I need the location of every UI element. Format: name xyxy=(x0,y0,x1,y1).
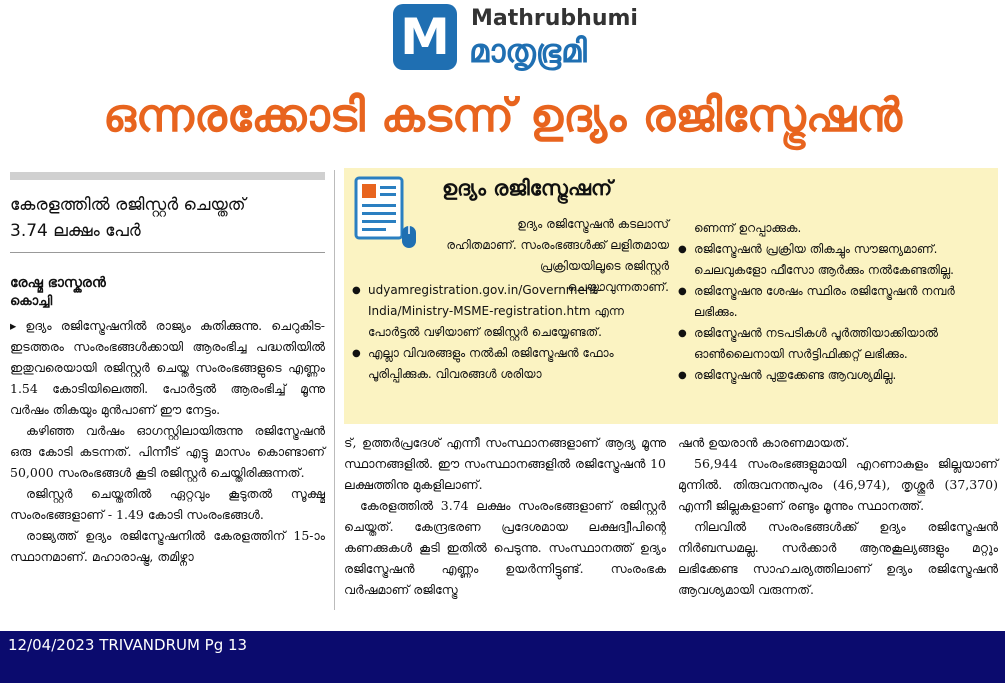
body-paragraph: നിലവിൽ സംരംഭങ്ങൾക്ക് ഉദ്യം രജിസ്ട്രേഷൻ നിർബന്ധമല്ല. സർക്കാർ ആനുകൂല്യങ്ങളും മറ്റും ലഭിക്കേണ്ട സാഹചര്യത്തിലാണ് ഉദ്യം രജിസ്ട്രേഷൻ ആവശ്യമായി വരുന്നത്. xyxy=(678,519,998,597)
list-item: ● രജിസ്ട്രേഷനു ശേഷം സ്ഥിരം രജിസ്ട്രേഷൻ നമ്പർ ലഭിക്കും. xyxy=(678,281,990,323)
body-paragraph: ഷൻ ഉയരാൻ കാരണമായത്. xyxy=(678,435,850,450)
subheadline xyxy=(10,192,325,244)
list-item: ● udyamregistration.gov.in/Government-India/Ministry-MSME-registration.htm എന്ന പോർട്ടൽ വഴിയാണ് രജിസ്റ്റർ ചെയ്യേണ്ടത്. xyxy=(352,280,670,343)
subhead-line-1: കേരളത്തിൽ രജിസ്റ്റർ ചെയ്തത് xyxy=(10,195,246,215)
info-box-left-list xyxy=(352,280,670,385)
registration-form-icon xyxy=(350,174,422,252)
headline: ഒന്നരക്കോടി കടന്ന് ഉദ്യം രജിസ്ട്രേഷൻ xyxy=(103,88,902,142)
dateline-place: കൊച്ചി xyxy=(10,294,53,309)
column-divider xyxy=(334,170,335,610)
list-item: ● എല്ലാ വിവരങ്ങളും നൽകി രജിസ്ട്രേഷൻ ഫോം പൂരിപ്പിക്കുക. വിവരങ്ങൾ ശരിയാ xyxy=(352,343,670,385)
subhead-rule xyxy=(10,252,325,253)
body-paragraph: കേരളത്തിൽ 3.74 ലക്ഷം സംരംഭങ്ങളാണ് രജിസ്റ്റർ ചെയ്തത്. കേന്ദ്രഭരണ പ്രദേശമായ ലക്ഷദ്വീപിന്റെ കണക്കുകൾ കൂടി ഇതിൽ പെടുന്നു. സംസ്ഥാനത്ത് ഉദ്യം രജിസ്ട്രേഷൻ എണ്ണം ഉയർന്നിട്ടുണ്ട്. സംരംഭക വർഷമാണ് രജിസ്ട്രേ xyxy=(344,498,666,597)
subhead-line-2: 3.74 ലക്ഷം പേർ xyxy=(10,221,141,241)
info-box-intro: ഉദ്യം രജിസ്ട്രേഷൻ കടലാസ് രഹിതമാണ്. സംരംഭങ്ങൾക്ക് ലളിതമായ പ്രക്രിയയിലൂടെ രജിസ്റ്റർ ചെയ്യാവുന്നതാണ്. xyxy=(446,217,669,294)
info-box xyxy=(344,168,998,424)
footer-bar xyxy=(0,631,1005,683)
masthead-logo xyxy=(393,4,663,74)
masthead-name-ml: മാതൃഭൂമി xyxy=(469,32,587,70)
masthead-name-en: Mathrubhumi xyxy=(471,6,638,31)
top-rule xyxy=(10,172,325,180)
byline-author: രേഷ്മ ഭാസ്കരൻ xyxy=(10,275,106,291)
logo-m-icon: M xyxy=(393,4,457,70)
middle-column xyxy=(344,432,666,600)
info-box-title: ഉദ്യം രജിസ്ട്രേഷന് xyxy=(442,176,613,200)
list-item: ● രജിസ്ട്രേഷൻ പുതുക്കേണ്ട ആവശ്യമില്ല. xyxy=(678,365,990,386)
left-column xyxy=(10,172,325,567)
body-paragraph: കഴിഞ്ഞ വർഷം ഓഗസ്റ്റിലായിരുന്നു രജിസ്ട്രേഷൻ ഒരു കോടി കടന്നത്. പിന്നീട് എട്ടു മാസം കൊണ്ടാണ് 50,000 സംരംഭങ്ങൾ കൂടി രജിസ്റ്റർ ചെയ്തിരിക്കുന്നത്. xyxy=(10,423,325,480)
body-paragraph: രജിസ്റ്റർ ചെയ്തതിൽ ഏറ്റവും കൂടുതൽ സൂക്ഷ്മ സംരംഭങ്ങളാണ് - 1.49 കോടി സംരംഭങ്ങൾ. xyxy=(10,486,325,522)
footer-edition-text: 12/04/2023 TRIVANDRUM Pg 13 xyxy=(8,636,248,654)
list-item: ● രജിസ്ട്രേഷൻ നടപടികൾ പൂർത്തിയാക്കിയാൽ ഓൺലൈനായി സർട്ടിഫിക്കറ്റ് ലഭിക്കും. xyxy=(678,323,990,365)
body-paragraph: രാജ്യത്ത് ഉദ്യം രജിസ്ട്രേഷനിൽ കേരളത്തിന് 15-ാം സ്ഥാനമാണ്. മഹാരാഷ്ട്ര, തമിഴ്നാ xyxy=(10,528,325,564)
right-column xyxy=(678,432,998,600)
body-paragraph: ട്, ഉത്തർപ്രദേശ് എന്നീ സംസ്ഥാനങ്ങളാണ് ആദ്യ മൂന്നു സ്ഥാനങ്ങളിൽ. ഈ സംസ്ഥാനങ്ങളിൽ രജിസ്ട്രേഷൻ 10 ലക്ഷത്തിനു മുകളിലാണ്. xyxy=(344,435,666,492)
list-item: ● രജിസ്ട്രേഷൻ പ്രക്രിയ തികച്ചും സൗജന്യമാണ്. ചെലവുകളോ ഫീസോ ആർക്കും നൽകേണ്ടതില്ല. xyxy=(678,239,990,281)
body-paragraph: ▸ ഉദ്യം രജിസ്ട്രേഷനിൽ രാജ്യം കുതിക്കുന്നു. ചെറുകിട-ഇടത്തരം സംരംഭങ്ങൾക്കായി ആരംഭിച്ച പദ്ധതിയിൽ ഇതുവരെയായി രജിസ്റ്റർ ചെയ്ത സംരംഭങ്ങളുടെ എണ്ണം 1.54 കോടിയിലെത്തി. പോർട്ടൽ ആരംഭിച്ച് മൂന്നു വർഷം തികയും മുൻപാണ് ഈ നേട്ടം. xyxy=(10,318,325,417)
body-paragraph: 56,944 സംരംഭങ്ങളുമായി എറണാകുളം ജില്ലയാണ് മുന്നിൽ. തിരുവനന്തപുരം (46,974), തൃശ്ശൂർ (37,370) എന്നീ ജില്ലകളാണ് രണ്ടും മൂന്നും സ്ഥാനത്ത്. xyxy=(678,456,998,513)
list-continuation: ണെന്ന് ഉറപ്പാക്കുക. xyxy=(694,221,802,235)
info-box-right-list xyxy=(678,218,990,386)
